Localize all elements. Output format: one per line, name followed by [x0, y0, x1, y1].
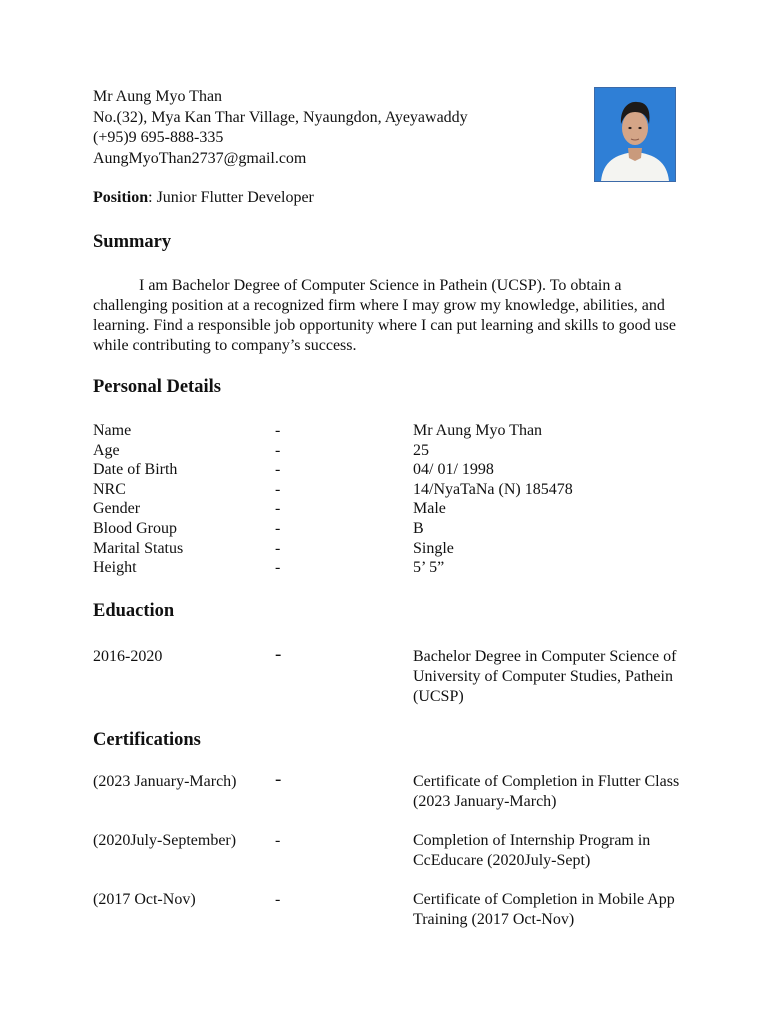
- detail-value: Male: [413, 500, 446, 518]
- detail-key: Name: [93, 422, 132, 439]
- detail-value: Mr Aung Myo Than: [413, 422, 543, 439]
- detail-separator: -: [275, 441, 281, 459]
- detail-separator: -: [275, 559, 281, 577]
- detail-key: Height: [93, 559, 137, 577]
- certification-separator: -: [275, 769, 282, 790]
- personal-details-heading: Personal Details: [93, 377, 221, 397]
- summary-heading: Summary: [93, 232, 172, 252]
- certification-separator: -: [275, 832, 281, 849]
- contact-name: Mr Aung Myo Than: [93, 88, 223, 105]
- detail-key: NRC: [93, 480, 126, 498]
- detail-key: Gender: [93, 500, 141, 518]
- certification-period: (2023 January-March): [93, 773, 237, 790]
- education-separator: -: [275, 644, 282, 665]
- detail-key: Age: [93, 441, 120, 459]
- certification-period: (2020July-September): [93, 832, 237, 849]
- detail-separator: -: [275, 519, 281, 537]
- position-value: : Junior Flutter Developer: [148, 189, 314, 206]
- certification-separator: -: [275, 891, 281, 908]
- detail-value: 5’ 5”: [413, 559, 445, 577]
- detail-separator: -: [275, 539, 281, 557]
- education-heading: Eduaction: [93, 601, 175, 621]
- detail-value: Single: [413, 539, 454, 557]
- detail-value: 04/ 01/ 1998: [413, 461, 494, 479]
- certification-detail: Certificate of Completion in Flutter Class (2023 January-March): [413, 773, 680, 810]
- position-label: Position: [93, 189, 149, 206]
- certification-period: (2017 Oct-Nov): [93, 891, 196, 908]
- contact-email: AungMyoThan2737@gmail.com: [93, 149, 307, 167]
- contact-address: No.(32), Mya Kan Thar Village, Nyaungdon, Ayeyawaddy: [93, 108, 468, 126]
- detail-separator: -: [275, 480, 281, 498]
- detail-value: B: [413, 519, 424, 537]
- detail-value: 25: [413, 441, 429, 459]
- detail-value: 14/NyaTaNa (N) 185478: [413, 480, 573, 498]
- certification-detail: Certificate of Completion in Mobile App Training (2017 Oct-Nov): [413, 891, 675, 928]
- education-detail: Bachelor Degree in Computer Science of University of Computer Studies, Pathein (UCSP): [413, 648, 677, 705]
- certification-detail: Completion of Internship Program in CcEducare (2020July-Sept): [413, 832, 651, 869]
- profile-photo: [594, 87, 676, 182]
- position-line: [93, 189, 314, 207]
- detail-separator: -: [275, 500, 281, 518]
- detail-separator: -: [275, 422, 281, 439]
- detail-separator: -: [275, 461, 281, 479]
- detail-key: Blood Group: [93, 519, 177, 537]
- detail-key: Marital Status: [93, 539, 184, 557]
- certifications-heading: Certifications: [93, 730, 201, 750]
- education-period: 2016-2020: [93, 648, 163, 665]
- detail-key: Date of Birth: [93, 461, 178, 479]
- contact-phone: (+95)9 695-888-335: [93, 129, 224, 146]
- contact-block: [93, 87, 468, 169]
- summary-text: I am Bachelor Degree of Computer Science in Pathein (UCSP). To obtain a challenging position at a recognized firm where I may grow my knowledge, abilities, and learning. Find a responsible job opportunity where I can put learning and skills to good use while contributing to company’s success.: [93, 277, 676, 354]
- person-portrait-icon: [595, 88, 675, 181]
